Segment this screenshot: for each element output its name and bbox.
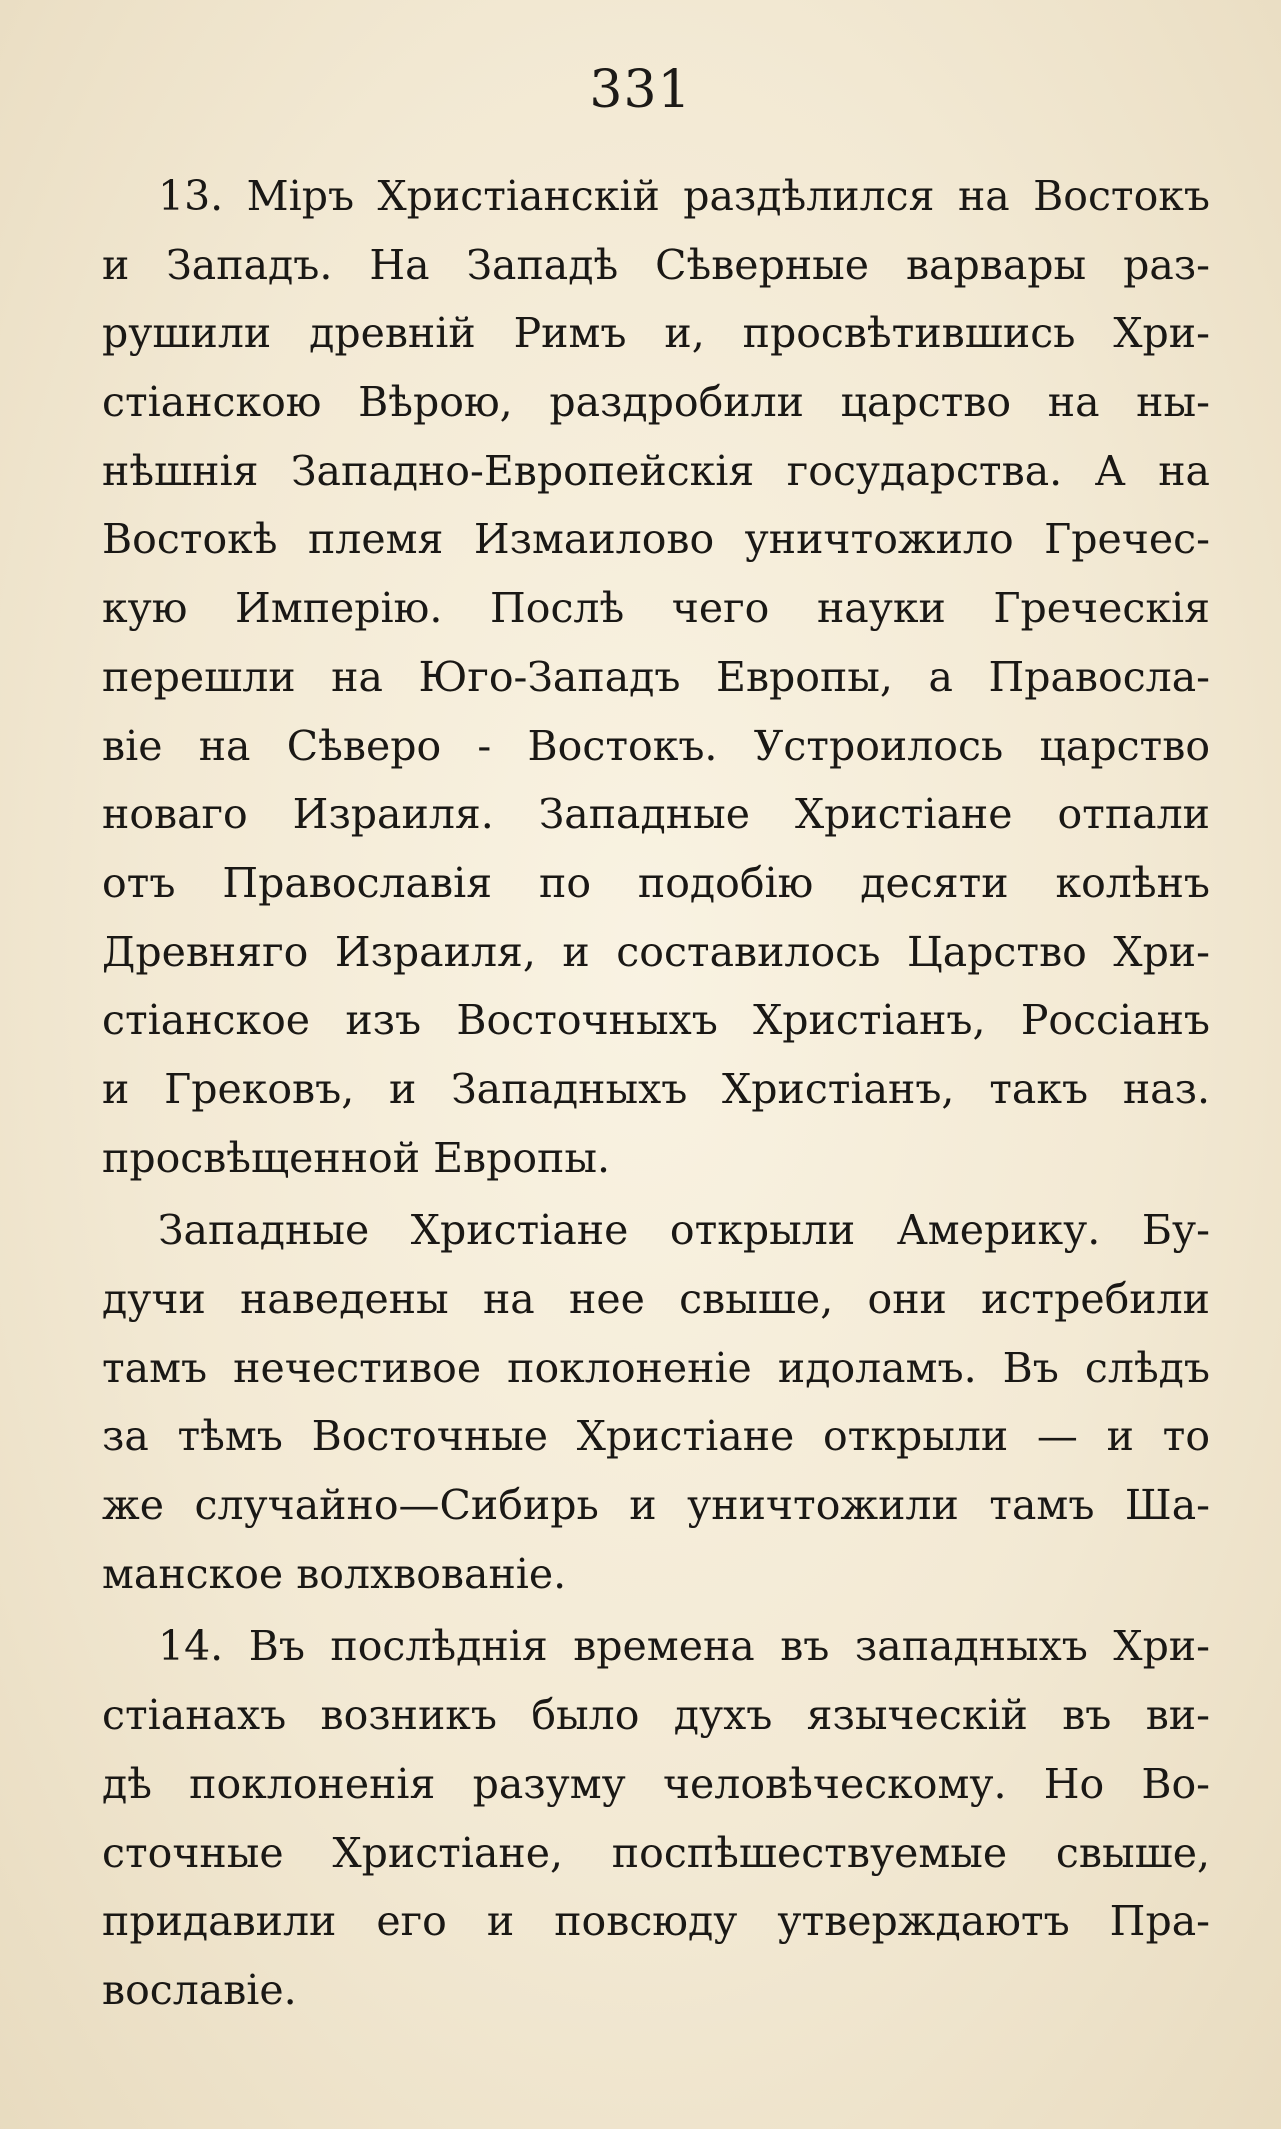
paragraph-3 [102, 1612, 1210, 2024]
text-line: нѣшнія Западно-Европейскія государства. А на [102, 446, 1210, 495]
text-line: дучи наведены на нее свыше, они истребили [102, 1275, 1210, 1323]
paragraph-2 [102, 1196, 1210, 1608]
text-line: же случайно—Сибирь и уничтожили тамъ Ша- [102, 1481, 1210, 1530]
text-line: и Западъ. На Западѣ Сѣверные варвары раз- [102, 240, 1210, 289]
text-line: манское волхвованіе. [102, 1549, 567, 1598]
text-line: стіанское изъ Восточныхъ Христіанъ, Россіанъ [102, 996, 1210, 1045]
text-line: 13. Міръ Христіанскій раздѣлился на Востокъ [158, 172, 1210, 220]
text-line: тамъ нечестивое поклоненіе идоламъ. Въ слѣдъ [102, 1343, 1210, 1392]
text-line: стіанскою Вѣрою, раздробили царство на ны- [102, 378, 1210, 427]
text-line: за тѣмъ Восточные Христіане открыли — и то [102, 1412, 1210, 1461]
page-number: 331 [589, 60, 692, 120]
paragraph-1 [102, 162, 1210, 1192]
text-line: Западные Христіане открыли Америку. Бу- [158, 1206, 1210, 1255]
text-line: кую Имперію. Послѣ чего науки Греческія [102, 584, 1210, 633]
text-line: просвѣщенной Европы. [102, 1133, 611, 1182]
text-line: придавили его и повсюду утверждаютъ Пра- [102, 1897, 1210, 1946]
text-line: перешли на Юго-Западъ Европы, а Правосла- [102, 652, 1210, 701]
text-line: Древняго Израиля, и составилось Царство Хри- [102, 927, 1210, 976]
page-text [102, 162, 1210, 2025]
text-line: сточные Христіане, поспѣшествуемые свыше, [102, 1828, 1210, 1877]
text-line: стіанахъ возникъ было духъ языческій въ ви- [102, 1691, 1210, 1740]
text-line: 14. Въ послѣднія времена въ западныхъ Хри- [158, 1622, 1210, 1671]
text-line: новаго Израиля. Западные Христіане отпали [102, 790, 1210, 839]
text-line: отъ Православія по подобію десяти колѣнъ [102, 858, 1210, 907]
text-line: вославіе. [102, 1965, 297, 2014]
text-line: віе на Сѣверо - Востокъ. Устроилось царство [102, 721, 1210, 770]
text-line: и Грековъ, и Западныхъ Христіанъ, такъ наз. [102, 1064, 1210, 1113]
text-line: рушили древній Римъ и, просвѣтившись Хри- [102, 309, 1210, 358]
text-line: дѣ поклоненія разуму человѣческому. Но Во- [102, 1759, 1210, 1808]
text-line: Востокѣ племя Измаилово уничтожило Гречес- [102, 515, 1210, 564]
